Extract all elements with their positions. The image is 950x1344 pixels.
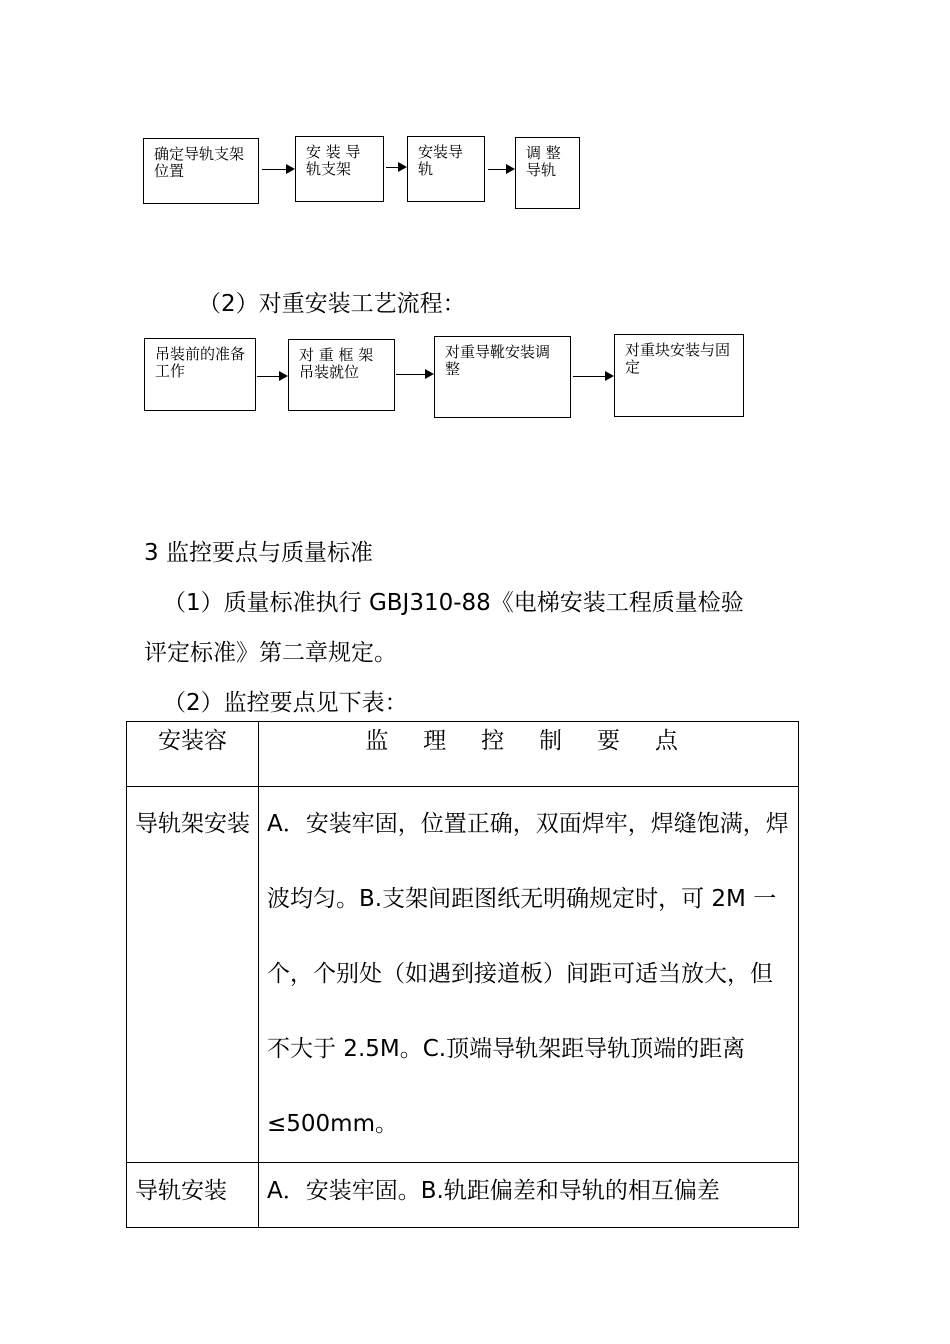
flow1-arrow-3	[488, 169, 513, 170]
flow2-arrow-2	[396, 374, 432, 375]
flow1-step-3: 安装导轨	[407, 136, 485, 202]
flow1-arrow-1	[262, 169, 293, 170]
flow2-step-4: 对重块安装与固定	[614, 334, 744, 417]
section3-para2: （2）监控要点见下表：	[163, 690, 408, 716]
flow1-step-4: 调 整导轨	[515, 137, 580, 209]
flow1-arrow-2	[386, 167, 405, 168]
flow2-step-2: 对 重 框 架吊装就位	[288, 339, 395, 411]
table-row	[127, 1163, 799, 1228]
table-cell-points: A．安装牢固。B.轨距偏差和导轨的相互偏差	[259, 1163, 799, 1228]
table-cell-points: A．安装牢固，位置正确，双面焊牢，焊缝饱满，焊波均匀。B.支架间距图纸无明确规定时，可 2M 一个，个别处（如遇到接道板）间距可适当放大，但不大于 2.5M。C.顶端导轨架距导轨顶端的距离≤500mm。	[259, 787, 799, 1163]
table-header-row	[127, 722, 799, 787]
table-header-points: 监 理 控 制 要 点	[259, 722, 799, 787]
table-cell-item: 导轨安装	[127, 1163, 259, 1228]
section2-heading: （2）对重安装工艺流程：	[198, 291, 466, 317]
monitoring-points-table	[126, 721, 799, 1228]
table-row	[127, 787, 799, 1163]
section3-para1-line1: （1）质量标准执行 GBJ310-88《电梯安装工程质量检验	[163, 590, 744, 616]
flow2-step-1: 吊装前的准备工作	[144, 338, 256, 411]
flow1-step-1: 确定导轨支架位置	[143, 138, 259, 204]
flow2-arrow-1	[257, 376, 286, 377]
section3-para1-line2: 评定标准》第二章规定。	[144, 640, 397, 666]
section3-heading: 3 监控要点与质量标准	[144, 540, 373, 566]
flow1-step-2: 安 装 导轨支架	[295, 136, 384, 202]
table-cell-item: 导轨架安装	[127, 787, 259, 1163]
table-header-item: 安装容	[127, 722, 259, 787]
flow2-arrow-3	[573, 376, 612, 377]
flow2-step-3: 对重导靴安装调整	[434, 336, 571, 418]
